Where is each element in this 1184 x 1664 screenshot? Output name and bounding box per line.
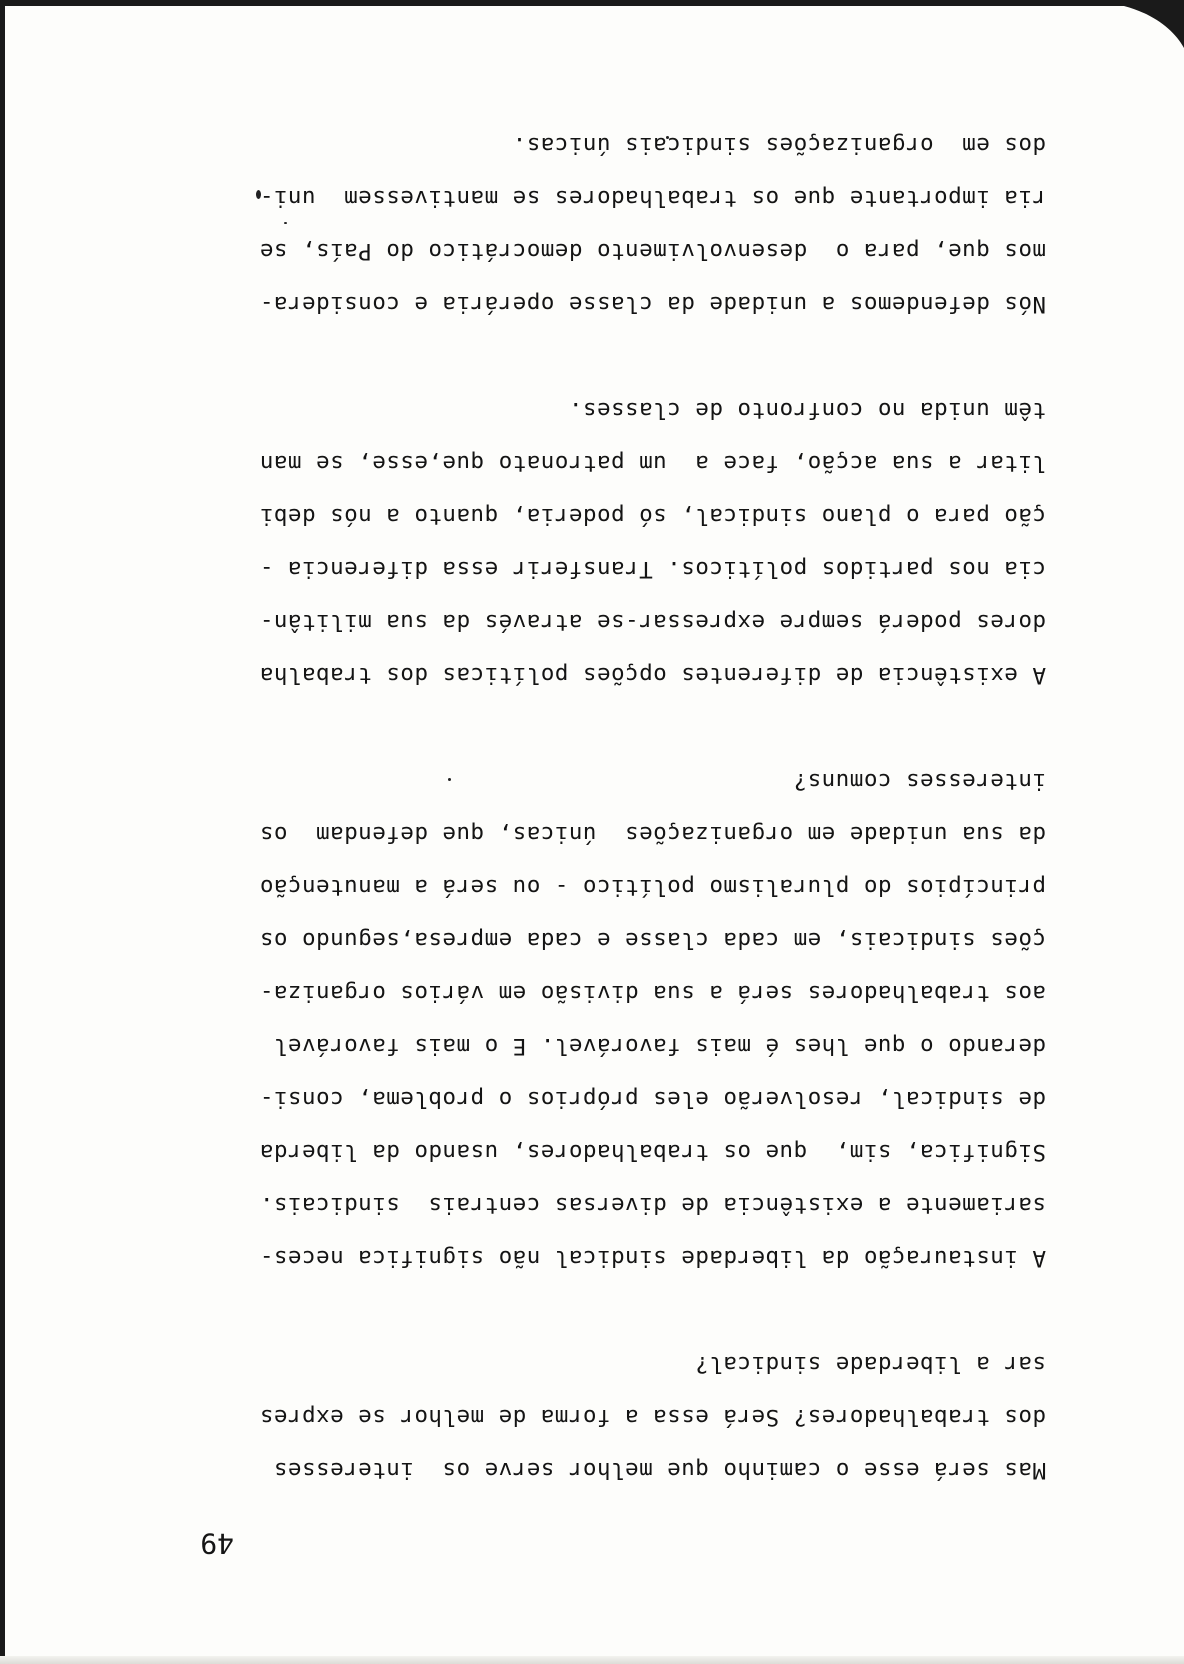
page-number: 49: [200, 1527, 234, 1560]
text-line: sar a liberdade sindical?: [694, 1351, 1046, 1377]
text-line: Mas será esse o caminho que melhor serve os interesses: [273, 1457, 1046, 1483]
paragraph-4: [46, 118, 1046, 330]
text-line: dos trabalhadores? Será essa a forma de melhor se expres: [259, 1404, 1046, 1430]
text-line: da sua unidade em organizações únicas, que defendam os: [259, 821, 1046, 847]
text-line: litar a sua acção, face a um patronato que,esse, se man: [259, 450, 1046, 476]
text-line: sariamente a existência de diversas centrais sindicais.: [259, 1192, 1046, 1218]
text-line: Significa, sim, que os trabalhadores, usando da liberda: [259, 1139, 1046, 1165]
paragraph-3: [46, 383, 1046, 701]
text-line: Nós defendemos a unidade da classe operária e considera-: [259, 291, 1046, 317]
text-line: de sindical, resolverão eles próprios o problema, consi-: [259, 1086, 1046, 1112]
text-line: cia nos partidos políticos. Transferir essa diferencia -: [259, 556, 1046, 582]
text-line: dos em organizações sindicais únicas.: [512, 132, 1046, 158]
text-line: ria importante que os trabalhadores se mantivessem uni-: [259, 185, 1046, 211]
paragraph-2: [46, 754, 1046, 1284]
body-text: [46, 65, 1046, 1496]
text-line: princípios do pluralismo político - ou será a manutenção: [259, 874, 1046, 900]
text-line: A instauração da liberdade sindical não significa neces-: [259, 1245, 1046, 1271]
text-line: mos que, para o desenvolvimento democrático do País, se: [259, 238, 1046, 264]
text-line: A existência de diferentes opções políticas dos trabalha: [259, 662, 1046, 688]
text-line: dores poderá sempre expressar-se através da sua militân-: [259, 609, 1046, 635]
paragraph-1: [46, 1337, 1046, 1496]
text-line: interesses comuns?: [793, 768, 1046, 794]
text-line: ções sindicais, em cada classe e cada empresa,segundo os: [259, 927, 1046, 953]
text-line: derando o que lhes é mais favorável. E o mais favorável: [273, 1033, 1046, 1059]
text-line: aos trabalhadores será a sua divisão em vários organiza-: [259, 980, 1046, 1006]
text-line: ção para o plano sindical, só poderia, quanto a nós debi: [259, 503, 1046, 529]
text-line: têm unida no confronto de classes.: [568, 397, 1046, 423]
